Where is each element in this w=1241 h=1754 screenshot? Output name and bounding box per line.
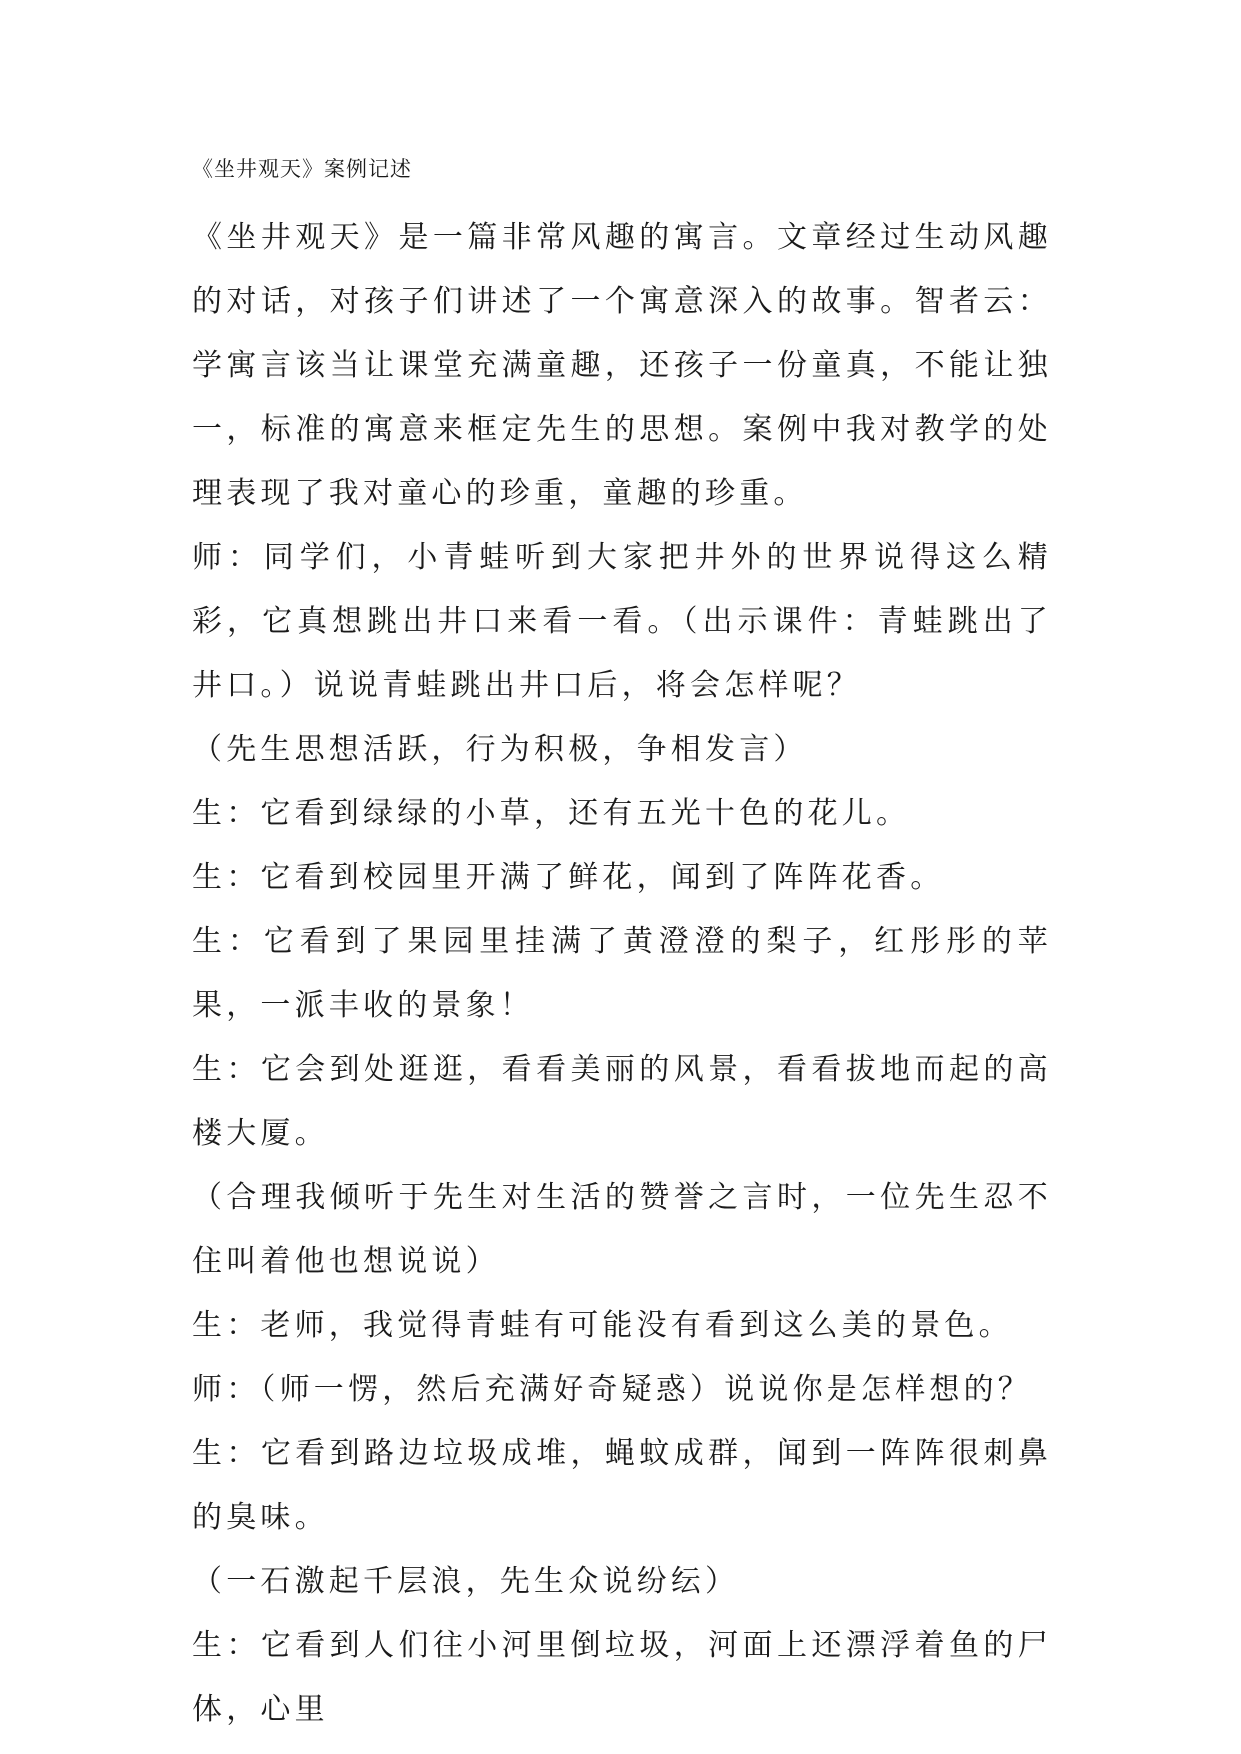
paragraph-intro: 《坐井观天》是一篇非常风趣的寓言。文章经过生动风趣的对话，对孩子们讲述了一个寓意深入的故事。智者云：学寓言该当让课堂充满童趣，还孩子一份童真，不能让独一，标准的寓意来框定先生的思想。案例中我对教学的处理表现了我对童心的珍重，童趣的珍重。 <box>192 220 1052 511</box>
paragraph-teacher-question: 师：（师一愣，然后充满好奇疑惑）说说你是怎样想的？ <box>192 1372 1032 1407</box>
paragraph-student-answer: 生：老师，我觉得青蛙有可能没有看到这么美的景色。 <box>192 1308 1013 1343</box>
paragraph-teacher-question: 师：同学们，小青蛙听到大家把井外的世界说得这么精彩，它真想跳出井口来看一看。（出示课件：青蛙跳出了井口。）说说青蛙跳出井口后，将会怎样呢？ <box>192 540 1052 703</box>
paragraph-student-answer: 生：它看到了果园里挂满了黄澄澄的梨子，红彤彤的苹果，一派丰收的景象！ <box>192 924 1052 1023</box>
paragraph-stage-note: （先生思想活跃，行为积极，争相发言） <box>192 732 808 767</box>
paragraph-student-answer: 生：它看到校园里开满了鲜花，闻到了阵阵花香。 <box>192 860 945 895</box>
document-body <box>192 206 1052 1742</box>
paragraph-student-answer: 生：它会到处逛逛，看看美丽的风景，看看拔地而起的高楼大厦。 <box>192 1052 1052 1151</box>
document-title: 《坐井观天》案例记述 <box>192 157 412 181</box>
paragraph-student-answer: 生：它看到人们往小河里倒垃圾，河面上还漂浮着鱼的尸体，心里 <box>192 1628 1052 1727</box>
paragraph-student-answer: 生：它看到路边垃圾成堆，蝇蚊成群，闻到一阵阵很刺鼻的臭味。 <box>192 1436 1052 1535</box>
paragraph-stage-note: （一石激起千层浪，先生众说纷纭） <box>192 1564 740 1599</box>
paragraph-stage-note: （合理我倾听于先生对生活的赞誉之言时，一位先生忍不住叫着他也想说说） <box>192 1180 1052 1279</box>
paragraph-student-answer: 生：它看到绿绿的小草，还有五光十色的花儿。 <box>192 796 911 831</box>
